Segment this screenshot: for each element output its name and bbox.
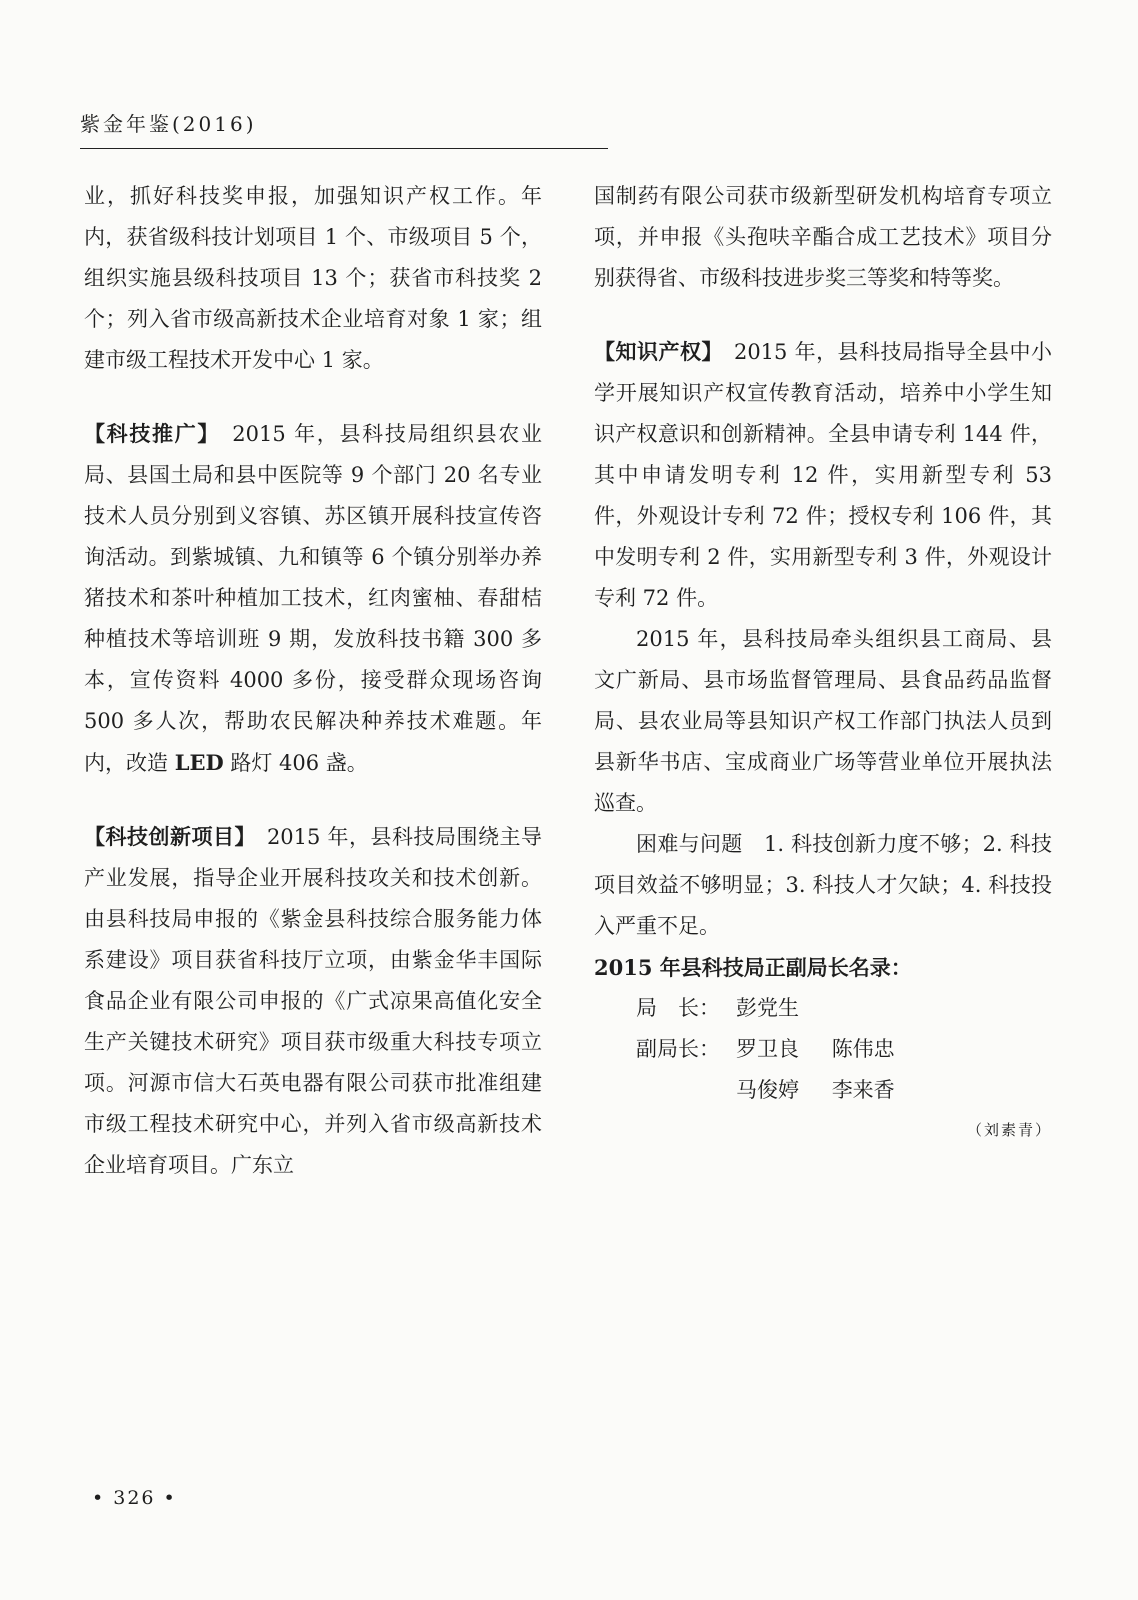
director-name: 彭党生 <box>736 996 799 1020</box>
promotion-led: LED <box>174 750 224 775</box>
ip-text: 2015 年，县科技局指导全县中小学开展知识产权宣传教育活动，培养中小学生知识产权意识和创新精神。全县申请专利 144 件，其中申请发明专利 12 件，实用新型专利 53 件，外观设计专利 72 件；授权专利 106 件，其中发明专利 2 件，实用新型专利 3 件，外观设计专利 72 件。 <box>594 340 1053 610</box>
promotion-tag: 【科技推广】 <box>84 422 210 446</box>
leadership-roster <box>594 947 1052 1111</box>
deputy-label: 副局长： <box>636 1037 720 1061</box>
promotion-text-1: 2015 年，县科技局组织县农业局、县国土局和县中医院等 9 个部门 20 名专业技术人员分别到义容镇、苏区镇开展科技宣传咨询活动。到紫城镇、九和镇等 6 个镇分别举办养猪技术和茶叶种植加工技术，红肉蜜柚、春甜桔种植技术等培训班 9 期，发放科技书籍 300 多本，宣传资料 4000 多份，接受群众现场咨询 500 多人次，帮助农民解决种养技术难题。年内，改造 <box>84 422 542 775</box>
deputy-name: 马俊婷 <box>736 1078 799 1102</box>
ip-tag: 【知识产权】 <box>594 340 713 364</box>
left-column <box>84 176 542 1186</box>
problems-paragraph <box>594 824 1052 947</box>
promotion-paragraph <box>84 414 542 784</box>
right-column <box>594 176 1052 1145</box>
director-label: 局 长： <box>636 996 720 1020</box>
innovation-tag: 【科技创新项目】 <box>84 825 246 849</box>
innovation-paragraph <box>84 817 542 1186</box>
deputy-row-1 <box>594 1029 1052 1070</box>
deputy-name: 陈伟忠 <box>831 1037 895 1061</box>
deputy-row-2 <box>594 1070 1052 1111</box>
header-rule <box>80 148 608 149</box>
enforcement-paragraph: 2015 年，县科技局牵头组织县工商局、县文广新局、县市场监督管理局、县食品药品监督局、县农业局等县知识产权工作部门执法人员到县新华书店、宝成商业广场等营业单位开展执法巡查。 <box>594 627 1052 815</box>
promotion-text-2: 路灯 406 盏。 <box>223 751 368 775</box>
ip-paragraph <box>594 332 1052 619</box>
roster-title: 2015 年县科技局正副局长名录： <box>594 955 912 980</box>
problems-text: 1. 科技创新力度不够；2. 科技项目效益不够明显；3. 科技人才欠缺；4. 科技投入严重不足。 <box>594 832 1052 938</box>
continuation-paragraph: 国制药有限公司获市级新型研发机构培育专项立项，并申报《头孢呋辛酯合成工艺技术》项目分别获得省、市级科技进步奖三等奖和特等奖。 <box>594 184 1052 290</box>
deputy-name: 罗卫良 <box>736 1037 799 1061</box>
innovation-text: 2015 年，县科技局围绕主导产业发展，指导企业开展科技攻关和技术创新。由县科技局申报的《紫金县科技综合服务能力体系建设》项目获省科技厅立项，由紫金华丰国际食品企业有限公司申报的《广式凉果高值化安全生产关键技术研究》项目获市级重大科技专项立项。河源市信大石英电器有限公司获市批准组建市级工程技术研究中心，并列入省市级高新技术企业培育项目。广东立 <box>84 825 542 1177</box>
author-credit: （刘素青） <box>966 1121 1052 1139</box>
page-number: • 326 • <box>92 1487 177 1509</box>
running-header: 紫金年鉴(2016) <box>80 112 257 136</box>
intro-paragraph: 业，抓好科技奖申报，加强知识产权工作。年内，获省级科技计划项目 1 个、市级项目 5 个，组织实施县级科技项目 13 个；获省市科技奖 2 个；列入省市级高新技术企业培育对象 1 家；组建市级工程技术开发中心 1 家。 <box>84 184 542 372</box>
deputy-name: 李来香 <box>831 1078 895 1102</box>
problems-label: 困难与问题 <box>636 832 743 856</box>
director-row <box>594 988 1052 1029</box>
